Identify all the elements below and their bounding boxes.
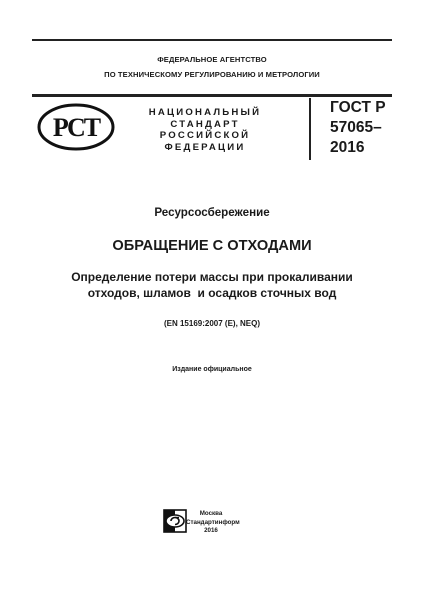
standard-reference: (EN 15169:2007 (E), NEQ) [163, 319, 261, 328]
gost-number-line-1: ГОСТ Р [330, 99, 386, 116]
gost-r-emblem-icon [36, 102, 116, 152]
national-standard-line-2: СТАНДАРТ [170, 118, 240, 130]
vertical-divider [309, 98, 311, 160]
subtitle-line-1: Определение потери массы при прокаливании [71, 270, 353, 284]
top-rule [32, 39, 392, 41]
gost-number-line-2: 57065– [330, 119, 382, 136]
gost-number [330, 98, 386, 158]
national-standard-line-3: РОССИЙСКОЙ [159, 130, 251, 141]
agency-line-2: ПО ТЕХНИЧЕСКОМУ РЕГУЛИРОВАНИЮ И МЕТРОЛОГИИ [104, 70, 320, 79]
publication-year: 2016 [204, 527, 218, 534]
category-title: Ресурсосбережение [154, 206, 270, 219]
national-standard-line-1: НАЦИОНАЛЬНЫЙ [148, 107, 262, 118]
main-title: ОБРАЩЕНИЕ С ОТХОДАМИ [112, 238, 312, 254]
header-rule [32, 94, 392, 97]
subtitle-line-2: отходов, шламов и осадков сточных вод [87, 286, 337, 300]
agency-line-1: ФЕДЕРАЛЬНОЕ АГЕНТСТВО [157, 55, 267, 64]
emblem-lettering: РСТ [52, 113, 100, 142]
standartinform-emblem-icon [163, 509, 187, 533]
publisher-name: Стандартинформ [186, 518, 240, 526]
edition-label: Издание официальное [172, 366, 252, 373]
publisher-city: Москва [199, 510, 223, 517]
national-standard-line-4: ФЕДЕРАЦИИ [164, 141, 246, 153]
gost-number-line-3: 2016 [330, 139, 365, 156]
